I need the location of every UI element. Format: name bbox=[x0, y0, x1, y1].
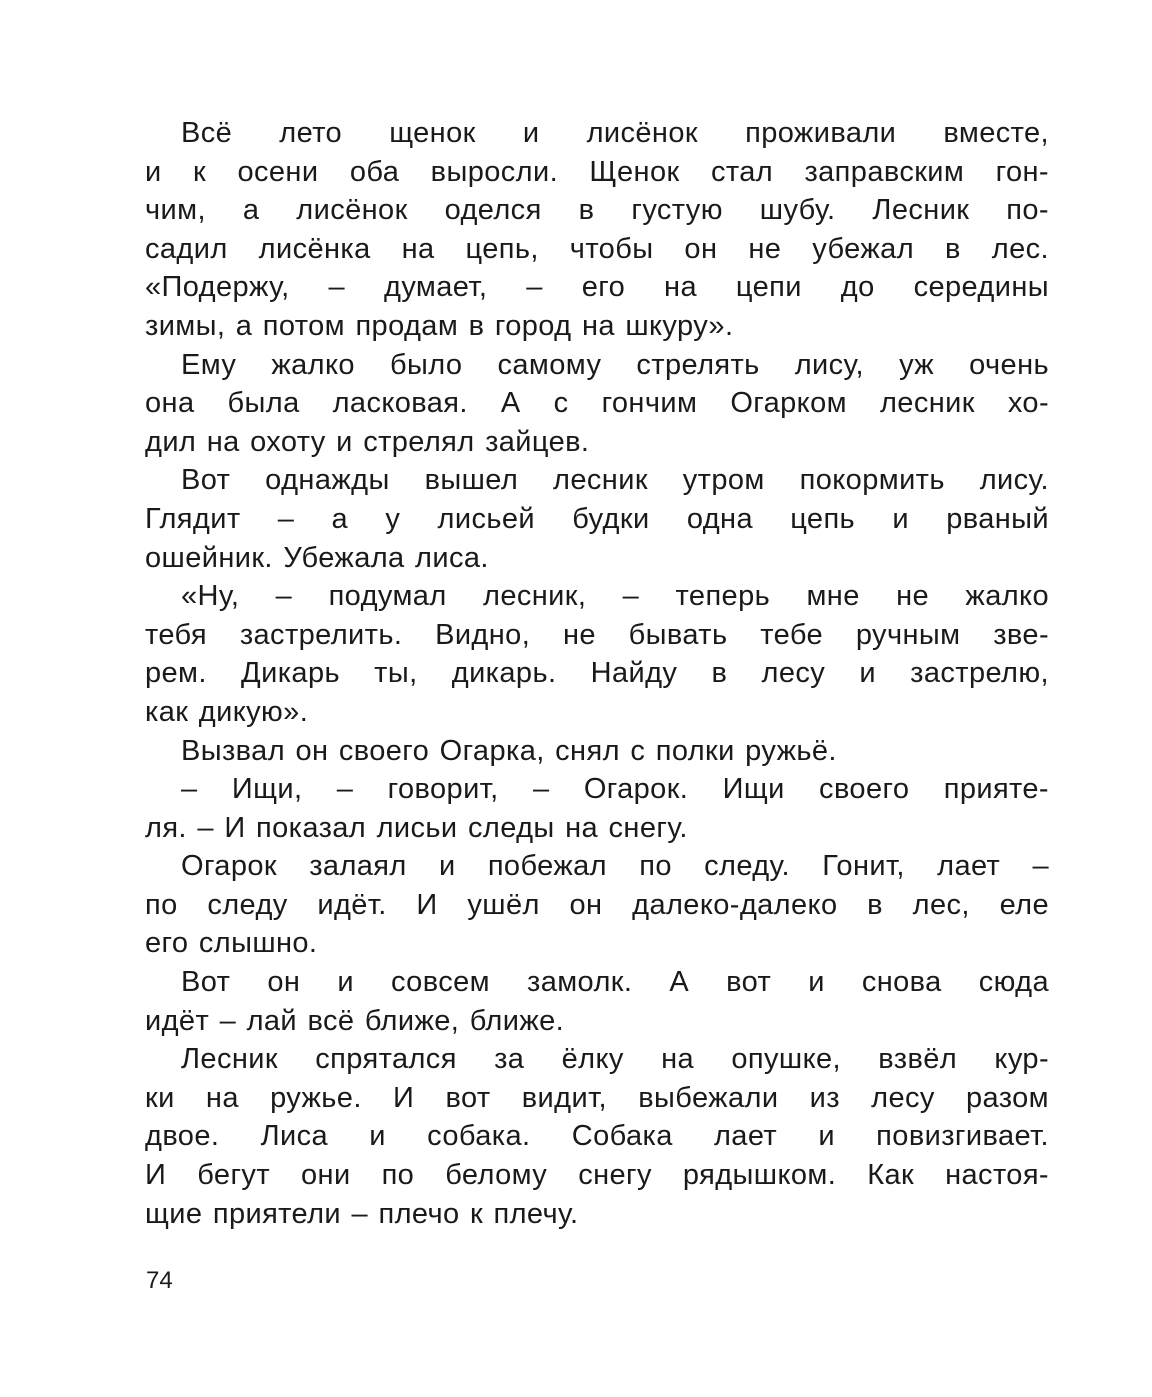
text-line: она была ласковая. А с гончим Огарком лесник хо- bbox=[145, 387, 1049, 420]
text-line: Глядит – а у лисьей будки одна цепь и рваный bbox=[145, 502, 1049, 535]
text-line: и к осени оба выросли. Щенок стал заправским гон- bbox=[145, 155, 1049, 188]
text-line: «Ну, – подумал лесник, – теперь мне не жалко bbox=[181, 580, 1049, 613]
page-number: 74 bbox=[146, 1267, 173, 1294]
text-line: двое. Лиса и собака. Собака лает и повизгивает. bbox=[145, 1120, 1049, 1153]
text-line: ошейник. Убежала лиса. bbox=[145, 541, 489, 574]
text-line: Огарок залаял и побежал по следу. Гонит, лает – bbox=[181, 850, 1049, 883]
text-line: дил на охоту и стрелял зайцев. bbox=[145, 425, 590, 458]
text-line: «Подержу, – думает, – его на цепи до середины bbox=[145, 271, 1049, 304]
story-text bbox=[145, 114, 1049, 1233]
text-line: зимы, а потом продам в город на шкуру». bbox=[145, 309, 734, 342]
text-line: как дикую». bbox=[145, 695, 309, 728]
text-line: идёт – лай всё ближе, ближе. bbox=[145, 1004, 565, 1037]
text-line: – Ищи, – говорит, – Огарок. Ищи своего прияте- bbox=[181, 773, 1049, 806]
text-line: Всё лето щенок и лисёнок проживали вместе, bbox=[181, 117, 1049, 149]
text-line: Вот однажды вышел лесник утром покормить лису. bbox=[181, 464, 1049, 497]
text-line: Лесник спрятался за ёлку на опушке, взвёл кур- bbox=[181, 1043, 1049, 1076]
text-line: ки на ружье. И вот видит, выбежали из лесу разом bbox=[145, 1081, 1049, 1114]
text-line: рем. Дикарь ты, дикарь. Найду в лесу и застрелю, bbox=[145, 657, 1049, 690]
text-line: его слышно. bbox=[145, 927, 318, 960]
text-line: Вызвал он своего Огарка, снял с полки ружьё. bbox=[181, 734, 837, 767]
text-line: тебя застрелить. Видно, не бывать тебе ручным зве- bbox=[145, 618, 1049, 651]
text-line: садил лисёнка на цепь, чтобы он не убежал в лес. bbox=[145, 232, 1049, 265]
text-line: ля. – И показал лисьи следы на снегу. bbox=[145, 811, 688, 844]
text-line: щие приятели – плечо к плечу. bbox=[145, 1197, 579, 1230]
text-line: И бегут они по белому снегу рядышком. Как настоя- bbox=[145, 1159, 1049, 1192]
text-line: Ему жалко было самому стрелять лису, уж очень bbox=[181, 348, 1049, 381]
text-line: чим, а лисёнок оделся в густую шубу. Лесник по- bbox=[145, 194, 1049, 227]
text-line: Вот он и совсем замолк. А вот и снова сюда bbox=[181, 966, 1049, 999]
text-line: по следу идёт. И ушёл он далеко-далеко в лес, еле bbox=[145, 888, 1049, 921]
